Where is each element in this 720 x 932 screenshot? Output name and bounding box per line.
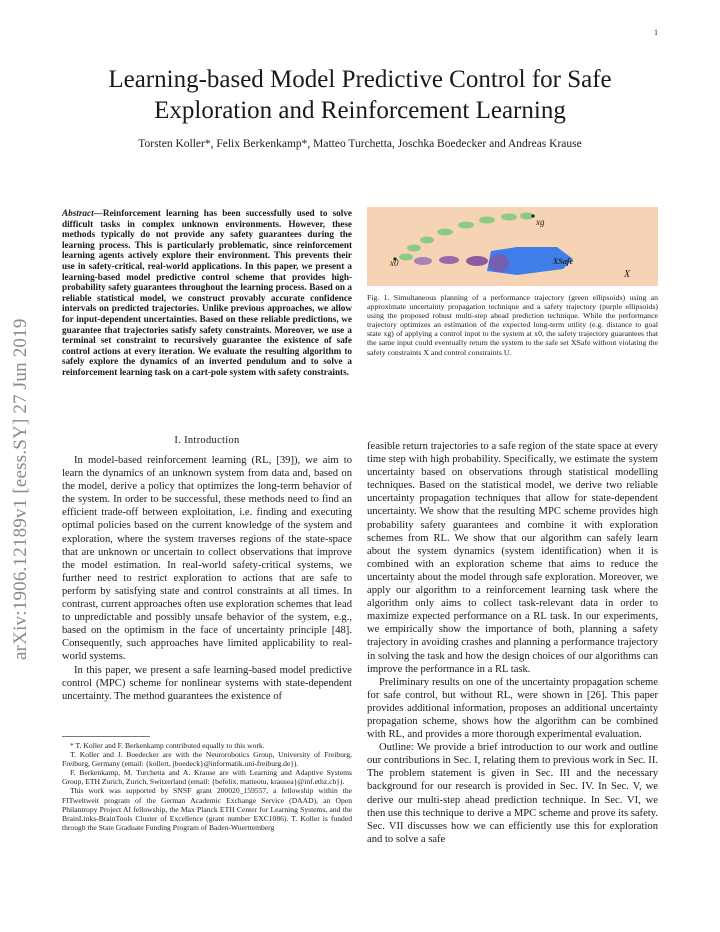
figure-trajectory-illustration (367, 207, 658, 286)
author-list: Torsten Koller*, Felix Berkenkamp*, Matteo Turchetta, Joschka Boedecker and Andreas Krause (138, 138, 582, 150)
page-number: 1 (654, 28, 658, 37)
label-constraint-set: X (624, 269, 631, 280)
intro-paragraph-2: In this paper, we present a safe learning-based model predictive control (MPC) scheme for nonlinear systems with state-dependent uncertainty. The method guarantees the existence of (62, 664, 352, 702)
label-xg: xg (536, 217, 545, 227)
paragraph-preliminary: Preliminary results on one of the uncertainty propagation scheme for safe control, but without RL, were shown in [26]. This paper provides additional information, proposes an additional uncertainty propagation scheme, shows how the algorithm can be combined with RL, and provides a more thorough experimental evaluation. (367, 676, 658, 741)
safety-ellipse (466, 256, 488, 266)
footnote-funding: This work was supported by SNSF grant 200020_159557, a fellowship within the FITweltweit program of the German Academic Exchange Service (DAAD), an Open Philantropy Project AI fellowship, the Max Planck ETH Center for Learning Systems, and the BrainLinks-BrainTools Cluster of Excellence (grant number EXC1086). T. Koller is funded through the State Graduate Funding Program of Baden-Wuerttemberg (62, 786, 352, 832)
figure-caption: Fig. 1. Simultaneous planning of a performance trajectory (green ellipsoids) using an approximate uncertainty propagation technique and a safety trajectory (purple ellipsoids) using the proposed robust multi-step ahead prediction technique. While the performance trajectory optimizes an estimation of the expected long-term utility (e.g. distance to goal state xg) of applying a control input to the system at x0, the safety trajectory guarantees that the same input could eventually return the system to the safe set XSafe without violating the safety constraints X and control constraints U. (367, 293, 658, 357)
footnote-eth: F. Berkenkamp, M. Turchetta and A. Krause are with Learning and Adaptive Systems Group, ETH Zurich, Zurich, Switzerland (email: {befelix, matteotu, krausea}@inf.ethz.ch}). (62, 768, 352, 787)
paper-title: Learning-based Model Predictive Control for Safe Exploration and Reinforcement Learning (108, 66, 612, 124)
goal-point (531, 214, 534, 217)
performance-ellipse (458, 222, 474, 229)
footnote-freiburg: T. Koller and J. Boedecker are with the Neurorobotics Group, University of Freiburg, Freiburg, Germany (email: {kollert, jboedeck}@informatik.uni-freiburg.de}). (62, 750, 352, 769)
safety-ellipse (414, 257, 432, 265)
abstract-text: —Reinforcement learning has been successfully used to solve difficult tasks in complex unknown environments. However, these methods typically do not provide any safety guarantees during the learning process. This is particularly problematic, since reinforcement learning agents actively explore their environment. This prevents their use in safety-critical, real-world applications. In this paper, we present a learning-based model predictive control scheme that provides high-probability safety guarantees throughout the learning process. Based on a reliable statistical model, we construct provably accurate confidence intervals on predicted trajectories. Unlike previous approaches, we allow for input-dependent uncertainties. Based on these reliable predictions, we guarantee that trajectories satisfy safety constraints. Moreover, we use a terminal set constraint to recursively guarantee the existence of safe control actions at every iteration. We evaluate the resulting algorithm to safely explore the dynamics of an inverted pendulum and to solve a reinforcement learning task on a cart-pole system with safety constraints. (62, 208, 352, 377)
arxiv-stamp: arXiv:1906.12189v1 [eess.SY] 27 Jun 2019 (10, 318, 31, 660)
safety-ellipse (439, 256, 459, 264)
abstract-label: Abstract (62, 208, 94, 218)
label-safe-set: XSafe (553, 257, 573, 266)
performance-ellipse (399, 254, 413, 261)
performance-ellipse (420, 237, 434, 244)
intro-paragraph-1: In model-based reinforcement learning (RL, [39]), we aim to learn the dynamics of an unknown system from data and, based on the model, derive a policy that optimizes the long-term behavior of the system. In order to be successful, these methods need to find an efficient trade-off between exploitation, i.e. finding and executing optimal policies based on the current knowledge of the system and exploration, where the system traverses regions of the state-space that are unknown or uncertain to collect observations that improve the model estimation. In real-world safety-critical systems, we further need to restrict exploration to actions that are safe to perform by satisfying state and control constraints at all times. In contrast, current approaches often use exploration schemes that lead to unpredictable and possibly unsafe behavior of the system, e.g., based on the optimism in the face of uncertainty principle [48]. Consequently, such approaches have limited applicability to real-world systems. (62, 455, 352, 663)
performance-ellipse (407, 245, 421, 252)
footnote-equal-contribution: * T. Koller and F. Berkenkamp contributed equally to this work. (70, 741, 265, 750)
footnote-rule (62, 736, 150, 737)
abstract (62, 208, 352, 378)
label-x0: x0 (390, 258, 399, 268)
performance-ellipse (437, 229, 453, 236)
intro-text (62, 454, 352, 703)
section-heading: I. Introduction (174, 435, 240, 446)
footnotes (62, 741, 352, 832)
performance-ellipse (479, 217, 495, 224)
figure-canvas (367, 207, 658, 286)
safety-ellipse (489, 254, 509, 272)
paragraph-continuation: feasible return trajectories to a safe region of the state space at every time step with high probability. Specifically, we estimate the system uncertainty based on observations through statistical modelling techniques. Based on the statistical model, we derive two reliable uncertainty propagation techniques that allow for state-dependent uncertainty. We show that the resulting MPC scheme provides high probability safety guarantees and combine it with exploration schemes from RL. We show that our algorithm can safely learn about the system dynamics (system identification) when it is combined with an exploration scheme that aims to reduce the uncertainty about the model through safe exploration. Moreover, we apply our algorithm to a reinforcement learning task where the algorithm only aims to collect task-relevant data in order to maximize expected performance on a RL task. In our experiments, we empirically show the importance of both, planning a safety trajectory in avoiding crashes and planning a performance trajectory in solving the task and how the design choices of our algorithms can improve the performance in a RL task. (367, 441, 658, 675)
right-column-text (367, 440, 658, 846)
performance-ellipse (501, 214, 517, 221)
paragraph-outline: Outline: We provide a brief introduction to our work and outline our contributions in Sec. I, relating them to previous work in Sec. II. The problem statement is given in Sec. III and the necessary background for our research is provided in Sec. IV. In Sec. V, we derive our multi-step ahead prediction technique. In Sec. VI, we then use this technique to derive a MPC scheme and prove its safety. Sec. VII discusses how we can efficiently use this for exploration and to solve a safe (367, 742, 658, 845)
